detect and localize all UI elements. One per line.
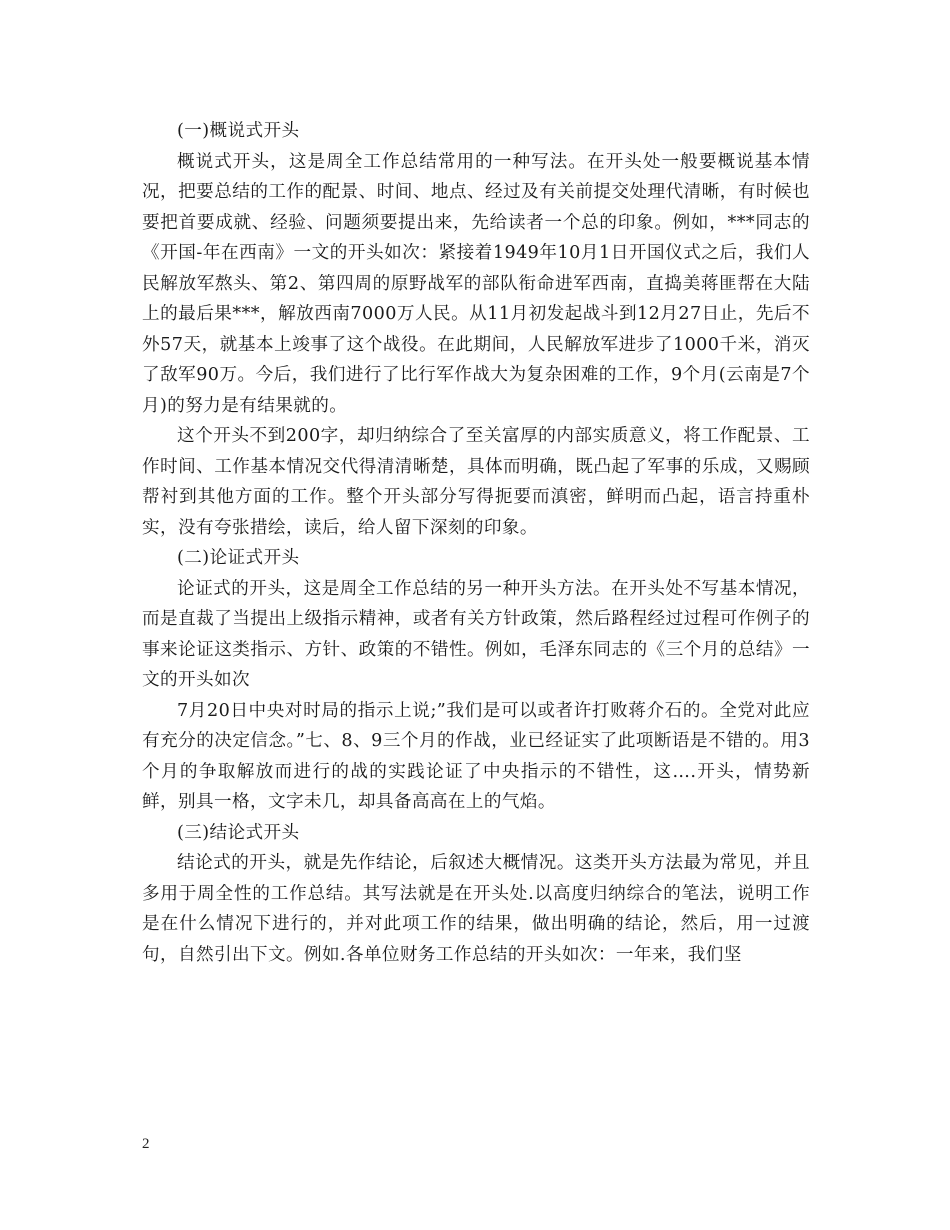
paragraph-1: 概说式开头，这是周全工作总结常用的一种写法。在开头处一般要概说基本情况，把要总结的工作的配景、时间、地点、经过及有关前提交处理代清晰，有时候也要把首要成就、经验、问题须要提出来，先给读者一个总的印象。例如，***同志的《开国-年在西南》一文的开头如次：紧接着1949年10月1日开国仪式之后，我们人民解放军熬头、第2、第四周的原野战军的部队衔命进军西南，直捣美蒋匪帮在大陆上的最后果***，解放西南7000万人民。从11月初发起战斗到12月27日止，先后不外57天，就基本上竣事了这个战役。在此期间，人民解放军进步了1000千米，消灭了敌军90万。今后，我们进行了比行军作战大为复杂困难的工作，9个月(云南是7个月)的努力是有结果就的。 [142,151,810,416]
section-heading-2: (二)论证式开头 [177,548,300,568]
section-heading-3: (三)结论式开头 [177,822,300,843]
paragraph-2: 这个开头不到200字，却归纳综合了至关富厚的内部实质意义，将工作配景、工作时间、工作基本情况交代得清清晰楚，具体而明确，既凸起了军事的乐成，又赐顾帮衬到其他方面的工作。整个开头部分写得扼要而滇密，鲜明而凸起，语言持重朴实，没有夸张措绘，读后，给人留下深刻的印象。 [142,426,810,538]
section-heading-1: (一)概说式开头 [177,121,300,141]
paragraph-4: 7月20日中央对时局的指示上说;”我们是可以或者许打败蒋介石的。全党对此应有充分的决定信念。”七、8、9三个月的作战，业已经证实了此项断语是不错的。用3个月的争取解放而进行的战的实践论证了中央指示的不错性，这….开头，情势新鲜，别具一格，文字未几，却具备高高在上的气焰。 [142,700,810,812]
page-number: 2 [142,1136,150,1152]
paragraph-5: 结论式的开头，就是先作结论，后叙述大概情况。这类开头方法最为常见，并且多用于周全性的工作总结。其写法就是在开头处.以高度归纳综合的笔法，说明工作是在什么情况下进行的，并对此项工作的结果，做出明确的结论，然后，用一过渡句，自然引出下文。例如.各单位财务工作总结的开头如次：一年来，我们坚 [142,853,810,965]
paragraph-3: 论证式的开头，这是周全工作总结的另一种开头方法。在开头处不写基本情况，而是直裁了当提出上级指示精神，或者有关方针政策，然后路程经过过程可作例子的事来论证这类指示、方针、政策的不错性。例如，毛泽东同志的《三个月的总结》一文的开头如次 [142,578,810,690]
document-body [142,116,810,970]
